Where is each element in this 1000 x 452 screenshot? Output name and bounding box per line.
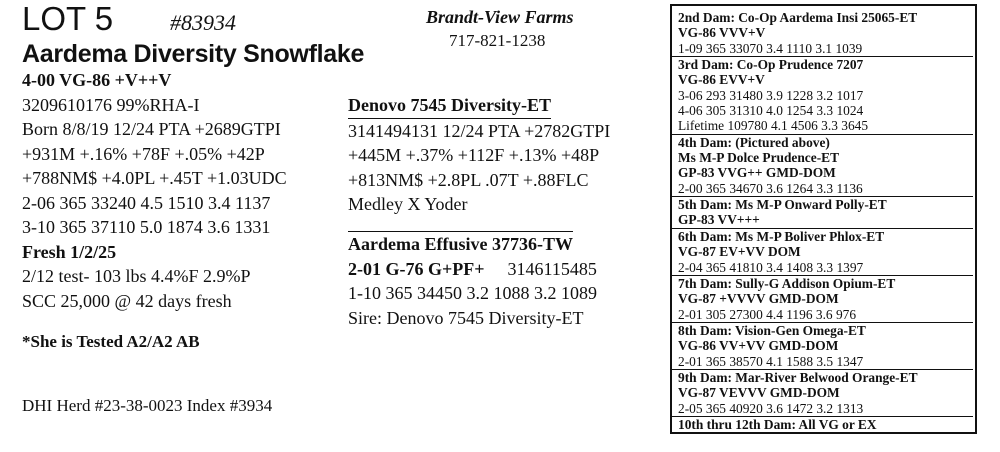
pedigree-line: 9th Dam: Mar-River Belwood Orange-ET (672, 369, 973, 385)
animal-detail-line: Born 8/8/19 12/24 PTA +2689GTPI (22, 119, 281, 139)
dam-section (348, 231, 658, 330)
dam-details (348, 281, 658, 330)
pedigree-line: 2-01 305 27300 4.4 1196 3.6 976 (678, 306, 857, 322)
pedigree-line: 7th Dam: Sully-G Addison Opium-ET (672, 275, 973, 291)
dhi-herd: DHI Herd #23-38-0023 Index #3934 (22, 396, 273, 415)
lot-title: LOT 5 (22, 0, 114, 37)
pedigree-line: GP-83 VVG++ GMD-DOM (678, 165, 836, 181)
animal-detail-line: 3209610176 99%RHA-I (22, 94, 200, 115)
animal-detail-line: +931M +.16% +78F +.05% +42P (22, 143, 265, 164)
animal-details (22, 68, 342, 313)
pedigree-line: 2-01 365 38570 4.1 1588 3.5 1347 (678, 353, 864, 369)
sire-name: Denovo 7545 Diversity-ET (348, 93, 551, 119)
pedigree-line: VG-86 VVV+V (678, 25, 766, 41)
sire-detail-line: +813NM$ +2.8PL .07T +.88FLC (348, 169, 589, 190)
dam-detail-line: Sire: Denovo 7545 Diversity-ET (348, 307, 584, 328)
pedigree-line: 3rd Dam: Co-Op Prudence 7207 (672, 56, 973, 72)
animal-detail-line: SCC 25,000 @ 42 days fresh (22, 290, 232, 311)
pedigree-line: 2-05 365 40920 3.6 1472 3.2 1313 (678, 400, 864, 416)
sire-section (348, 93, 658, 217)
pedigree-line: GP-83 VV+++ (678, 212, 760, 228)
dam-classification: 2-01 G-76 G+PF+ (348, 258, 485, 279)
sire-details (348, 119, 658, 217)
pedigree-line: VG-86 VV+VV GMD-DOM (678, 338, 839, 354)
pedigree-line: 1-09 365 33070 3.4 1110 3.1 1039 (678, 40, 863, 56)
dam-registration: 3146115485 (507, 258, 597, 279)
dam-name: Aardema Effusive 37736-TW (348, 231, 573, 257)
pedigree-line: 8th Dam: Vision-Gen Omega-ET (672, 322, 973, 338)
sire-detail-line: +445M +.37% +112F +.13% +48P (348, 145, 600, 165)
pedigree-line: Ms M-P Dolce Prudence-ET (678, 150, 840, 166)
sire-detail-line: 3141494131 12/24 PTA +2782GTPI (348, 120, 611, 141)
pedigree-line: 2-04 365 41810 3.4 1408 3.3 1397 (678, 259, 864, 275)
pedigree-box (670, 4, 977, 434)
sire-detail-line: Medley X Yoder (348, 194, 468, 214)
dam-detail-line: 1-10 365 34450 3.2 1088 3.2 1089 (348, 283, 597, 303)
pedigree-line: VG-86 EVV+V (678, 72, 765, 88)
pedigree-line: Lifetime 109780 4.1 4506 3.3 3645 (678, 118, 869, 134)
lot-number: #83934 (170, 10, 236, 35)
pedigree-line: 10th thru 12th Dam: All VG or EX (672, 416, 973, 432)
animal-detail-line: Fresh 1/2/25 (22, 241, 117, 262)
pedigree-line: 3-06 293 31480 3.9 1228 3.2 1017 (678, 87, 864, 103)
pedigree-line: 4th Dam: (Pictured above) (672, 134, 973, 150)
animal-detail-line: 3-10 365 37110 5.0 1874 3.6 1331 (22, 217, 271, 237)
pedigree-line: 6th Dam: Ms M-P Boliver Phlox-ET (672, 228, 973, 244)
dam-classification-row (348, 257, 658, 282)
pedigree-line: 2-00 365 34670 3.6 1264 3.3 1136 (678, 180, 863, 196)
pedigree-line: VG-87 EV+VV DOM (678, 244, 801, 260)
animal-name: Aardema Diversity Snowflake (22, 40, 365, 68)
animal-detail-line: 2/12 test- 103 lbs 4.4%F 2.9%P (22, 266, 251, 286)
animal-detail-line: 4-00 VG-86 +V++V (22, 70, 172, 90)
farm-phone: 717-821-1238 (449, 31, 546, 50)
pedigree-line: 2nd Dam: Co-Op Aardema Insi 25065-ET (678, 10, 918, 25)
animal-detail-line: +788NM$ +4.0PL +.45T +1.03UDC (22, 168, 287, 188)
pedigree-line: 5th Dam: Ms M-P Onward Polly-ET (672, 196, 973, 212)
farm-name: Brandt-View Farms (426, 7, 574, 27)
pedigree-line: VG-87 VEVVV GMD-DOM (678, 385, 840, 401)
pedigree-line: VG-87 +VVVV GMD-DOM (678, 291, 839, 307)
pedigree-line: 4-06 305 31310 4.0 1254 3.3 1024 (678, 103, 864, 119)
animal-detail-line: 2-06 365 33240 4.5 1510 3.4 1137 (22, 192, 271, 213)
tested-note: *She is Tested A2/A2 AB (22, 332, 200, 351)
